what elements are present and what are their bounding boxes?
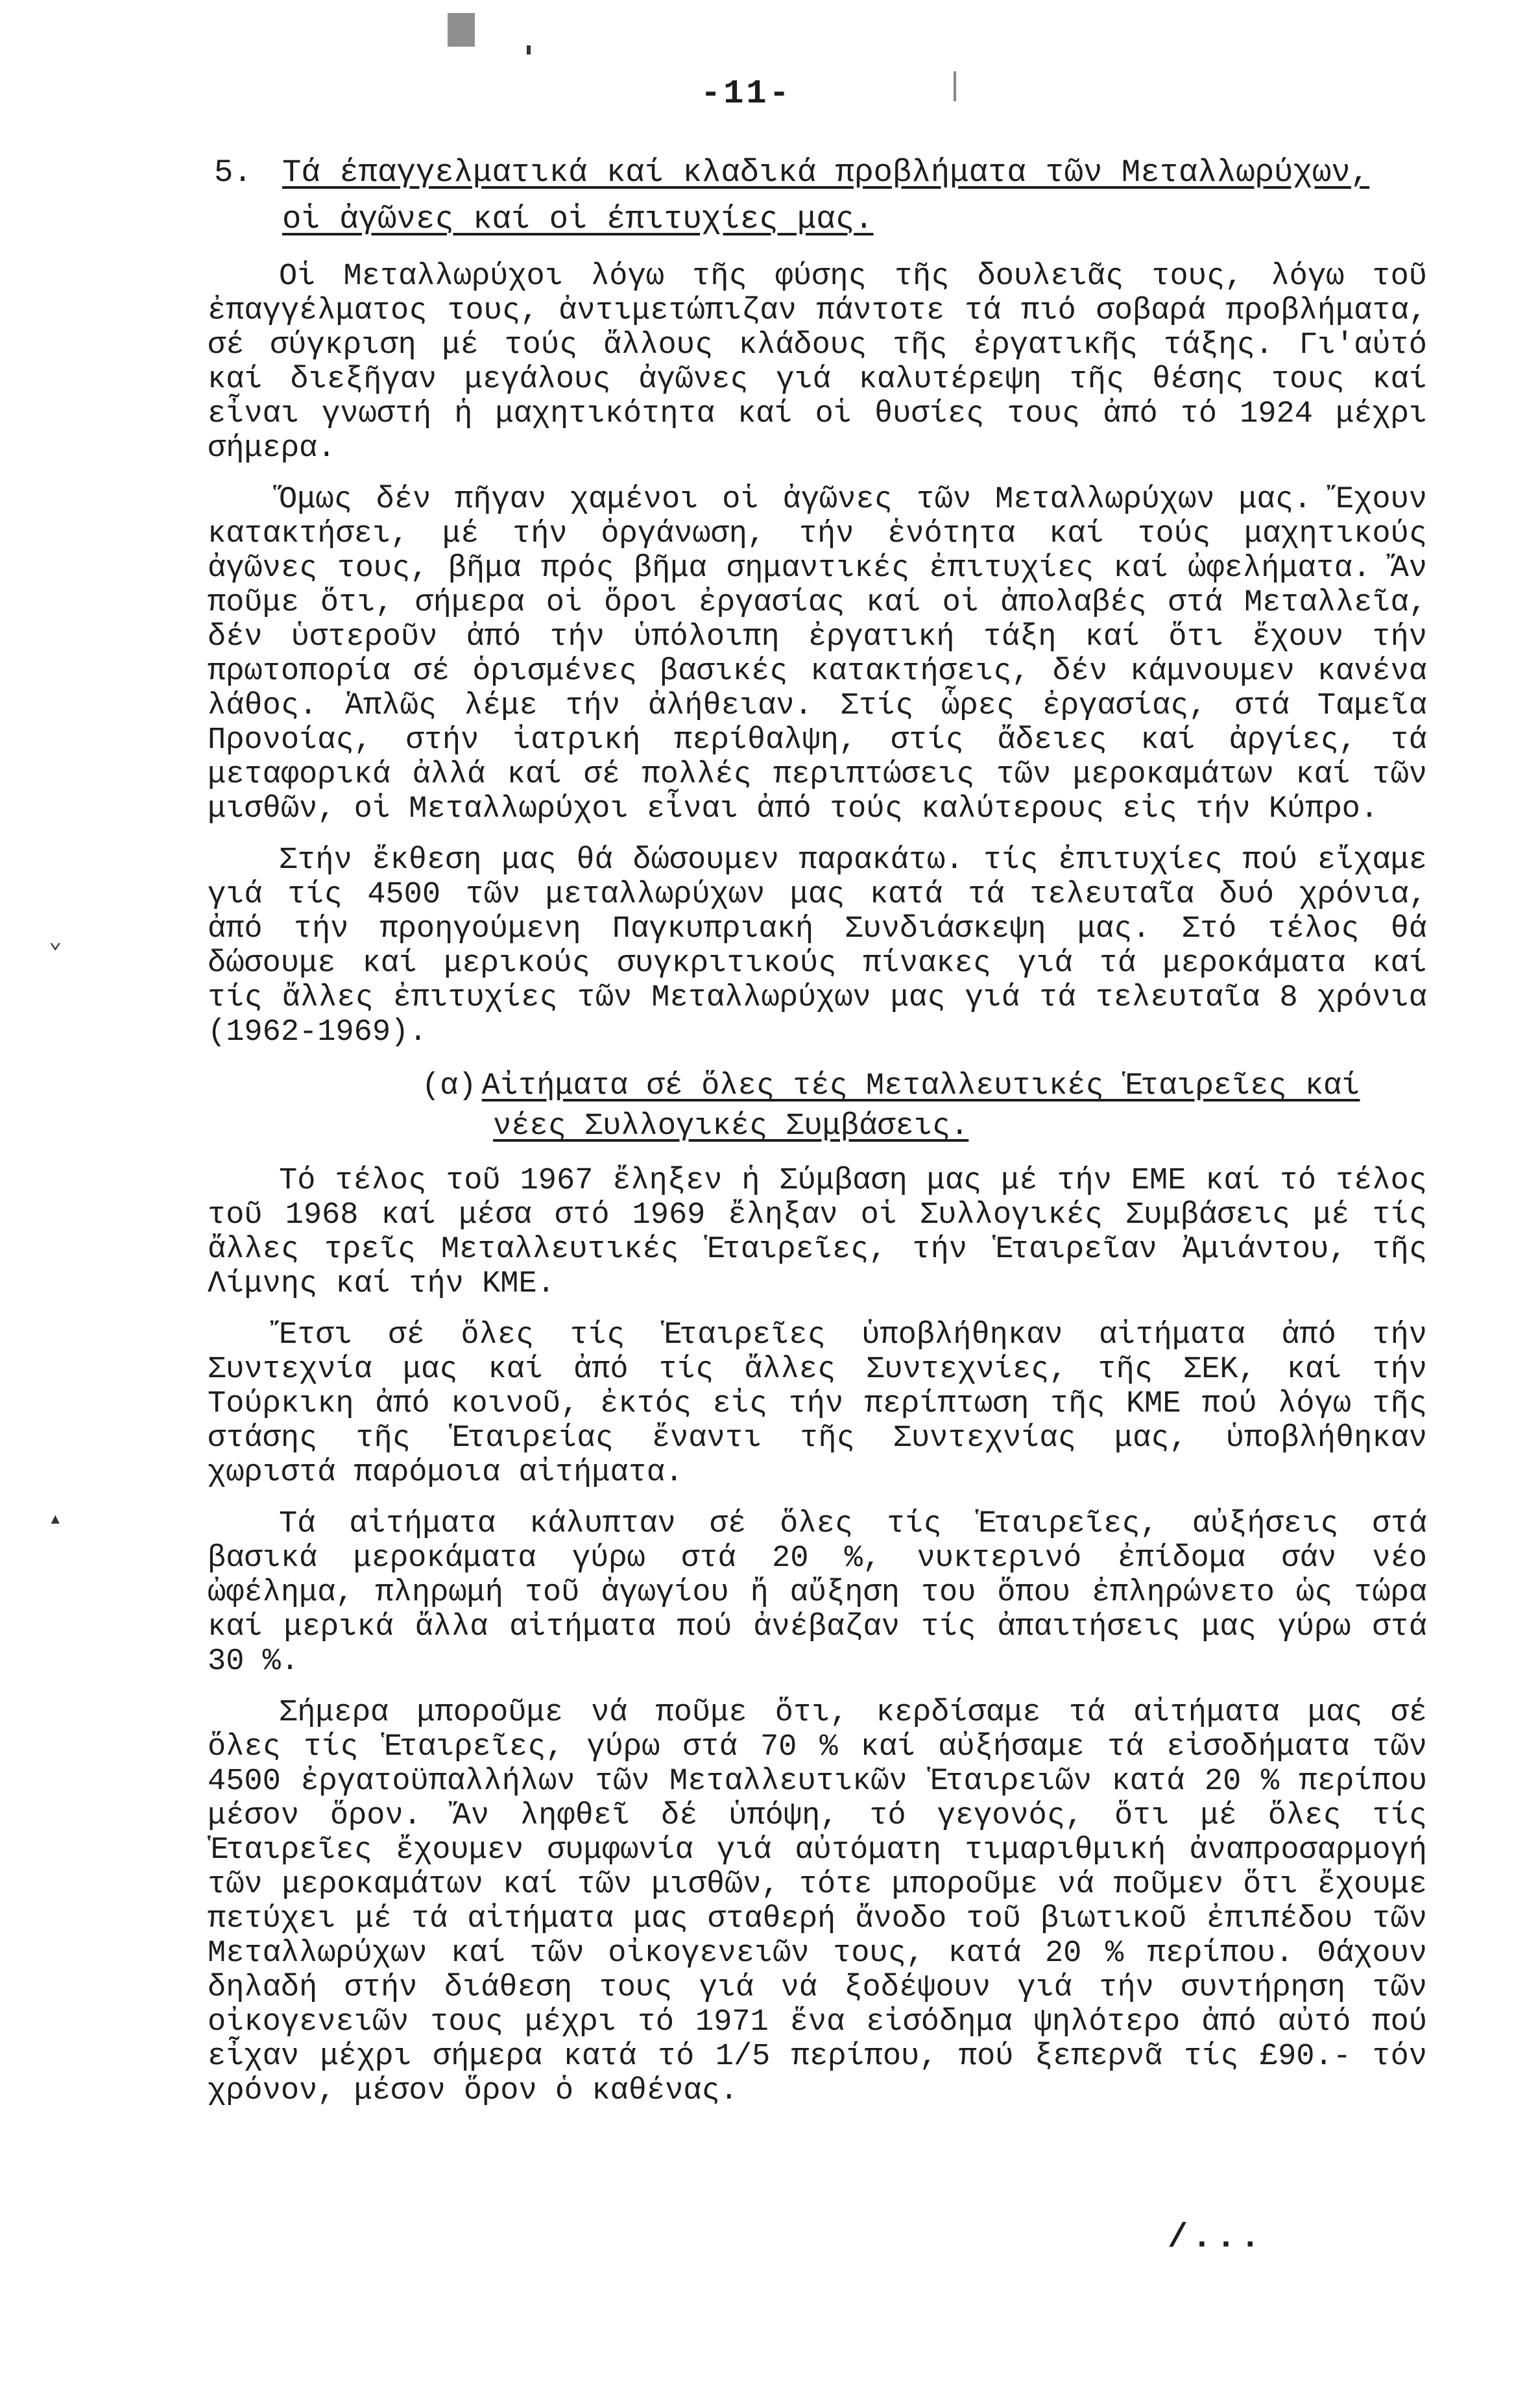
scan-speck bbox=[954, 71, 956, 101]
paragraph: Στήν ἔκθεση μας θά δώσουμεν παρακάτω. τίς ἐπιτυχίες πού εἴχαμε γιά τίς 4500 τῶν μεταλλωρύχων μας κατά τά τελευταῖα δυό χρόνια, ἀπό τήν προηγούμενη Παγκυπριακή Συνδιάσκεψη μας. Στό τέλος θά δώσουμε καί μερικούς συγκριτικούς πίνακες γιά τά μεροκάματα καί τίς ἄλλες ἐπιτυχίες τῶν Μεταλλωρύχων μας γιά τά τελευταῖα 8 χρόνια (1962-1969). bbox=[208, 843, 1427, 1050]
section-heading bbox=[214, 149, 1421, 243]
paragraph: Τά αἰτήματα κάλυπταν σέ ὅλες τίς Ἑταιρεῖες, αὐξήσεις στά βασικά μεροκάματα γύρω στά 20 %, νυκτερινό ἐπίδομα σάν νέο ὠφέλημα, πληρωμή τοῦ ἀγωγίου ἤ αὔξηση του ὅπου ἐπληρώνετο ὡς τώρα καί μερικά ἄλλα αἰτήματα πού ἀνέβαζαν τίς ἀπαιτήσεις μας γύρω στά 30 %. bbox=[208, 1507, 1427, 1679]
section-number: 5. bbox=[214, 154, 252, 191]
subsection-title-line-2: νέες Συλλογικές Συμβάσεις. bbox=[493, 1109, 969, 1144]
scan-speck bbox=[527, 45, 531, 54]
body-text bbox=[208, 259, 1427, 2125]
subsection-title-line-1: Αἰτήματα σέ ὅλες τές Μεταλλευτικές Ἑταιρεῖες καί bbox=[481, 1069, 1360, 1103]
paragraph: Σήμερα μποροῦμε νά ποῦμε ὅτι, κερδίσαμε τά αἰτήματα μας σέ ὅλες τίς Ἑταιρεῖες, γύρω στά 70 % καί αὐξήσαμε τά εἰσοδήματα τῶν 4500 ἐργατοϋπαλλήλων τῶν Μεταλλευτικῶν Ἑταιρειῶν κατά 20 % περίπου μέσον ὅρον. Ἄν ληφθεῖ δέ ὑπόψη, τό γεγονός, ὅτι μέ ὅλες τίς Ἑταιρεῖες ἔχουμεν συμφωνία γιά αὐτόματη τιμαριθμική ἀναπροσαρμογή τῶν μεροκαμάτων καί τῶν μισθῶν, τότε μποροῦμε νά ποῦμεν ὅτι ἔχουμε πετύχει μέ τά αἰτήματα μας σταθερή ἄνοδο τοῦ βιωτικοῦ ἐπιπέδου τῶν Μεταλλωρύχων καί τῶν οἰκογενειῶν τους, κατά 20 % περίπου. Θάχουν δηλαδή στήν διάθεση τους γιά νά ξοδέψουν γιά τήν συντήρηση τῶν οἰκογενειῶν τους μέχρι τό 1971 ἕνα εἰσόδημα ψηλότερο ἀπό αὐτό πού εἶχαν μέχρι σήμερα κατά τό 1/5 περίπου, πού ξεπερνᾶ τίς £90.- τόν χρόνον, μέσον ὅρον ὁ καθένας. bbox=[208, 1696, 1427, 2108]
continuation-mark: /... bbox=[1168, 2219, 1264, 2257]
paragraph: Ἔτσι σέ ὅλες τίς Ἑταιρεῖες ὑποβλήθηκαν αἰτήματα ἀπό τήν Συντεχνία μας καί ἀπό τίς ἄλλες Συντεχνίες, τῆς ΣΕΚ, καί τήν Τούρκικη ἀπό κοινοῦ, ἐκτός εἰς τήν περίπτωση τῆς ΚΜΕ πού λόγω τῆς στάσης τῆς Ἑταιρείας ἔναντι τῆς Συντεχνίας μας, ὑποβλήθηκαν χωριστά παρόμοια αἰτήματα. bbox=[208, 1318, 1427, 1490]
section-title-line-1: Τά έπαγγελματικά καί κλαδικά προβλήματα τῶν Μεταλλωρύχων, bbox=[282, 154, 1370, 191]
section-title-line-2: οἱ ἀγῶνες καί οἱ έπιτυχίες μας. bbox=[282, 201, 874, 237]
paragraph: Οἱ Μεταλλωρύχοι λόγω τῆς φύσης τῆς δουλειᾶς τους, λόγω τοῦ ἐπαγγέλματος τους, ἀντιμετώπιζαν πάντοτε τά πιό σοβαρά προβλήματα, σέ σύγκριση μέ τούς ἄλλους κλάδους τῆς ἐργατικῆς τάξης. Γι'αὐτό καί διεξῆγαν μεγάλους ἀγῶνες γιά καλυτέρεψη τῆς θέσης τους καί εἶναι γνωστή ἡ μαχητικότητα καί οἱ θυσίες τους ἀπό τό 1924 μέχρι σήμερα. bbox=[208, 259, 1427, 466]
scan-speck bbox=[448, 13, 475, 47]
subsection-heading bbox=[208, 1066, 1427, 1147]
margin-mark: ▴ bbox=[49, 1508, 62, 1532]
margin-mark: ⌄ bbox=[49, 930, 62, 955]
paragraph: Ὅμως δέν πῆγαν χαμένοι οἱ ἀγῶνες τῶν Μεταλλωρύχων μας. Ἔχουν κατακτήσει, μέ τήν ὀργάνωση, τήν ἑνότητα καί τούς μαχητικούς ἀγῶνες τους, βῆμα πρός βῆμα σημαντικές ἐπιτυχίες καί ὠφελήματα. Ἄν ποῦμε ὅτι, σήμερα οἱ ὅροι ἐργασίας καί οἱ ἀπολαβές στά Μεταλλεῖα, δέν ὑστεροῦν ἀπό τήν ὑπόλοιπη ἐργατική τάξη καί ὅτι ἔχουν τήν πρωτοπορία σέ ὁρισμένες βασικές κατακτήσεις, δέν κάμνουμεν κανένα λάθος. Ἁπλῶς λέμε τήν ἀλήθειαν. Στίς ὧρες ἐργασίας, στά Ταμεῖα Προνοίας, στήν ἰατρική περίθαλψη, στίς ἄδειες καί ἀργίες, τά μεταφορικά ἀλλά καί σέ πολλές περιπτώσεις τῶν μεροκαμάτων καί τῶν μισθῶν, οἱ Μεταλλωρύχοι εἶναι ἀπό τούς καλύτερους εἰς τήν Κύπρο. bbox=[208, 483, 1427, 826]
subsection-label: (α) bbox=[422, 1069, 477, 1103]
page-number: -11- bbox=[701, 75, 792, 113]
paragraph: Τό τέλος τοῦ 1967 ἔληξεν ἡ Σύμβαση μας μέ τήν ΕΜΕ καί τό τέλος τοῦ 1968 καί μέσα στό 1969 ἔληξαν οἱ Συλλογικές Συμβάσεις μέ τίς ἄλλες τρεῖς Μεταλλευτικές Ἑταιρεῖες, τήν Ἑταιρεῖαν Ἀμιάντου, τῆς Λίμνης καί τήν ΚΜΕ. bbox=[208, 1164, 1427, 1301]
